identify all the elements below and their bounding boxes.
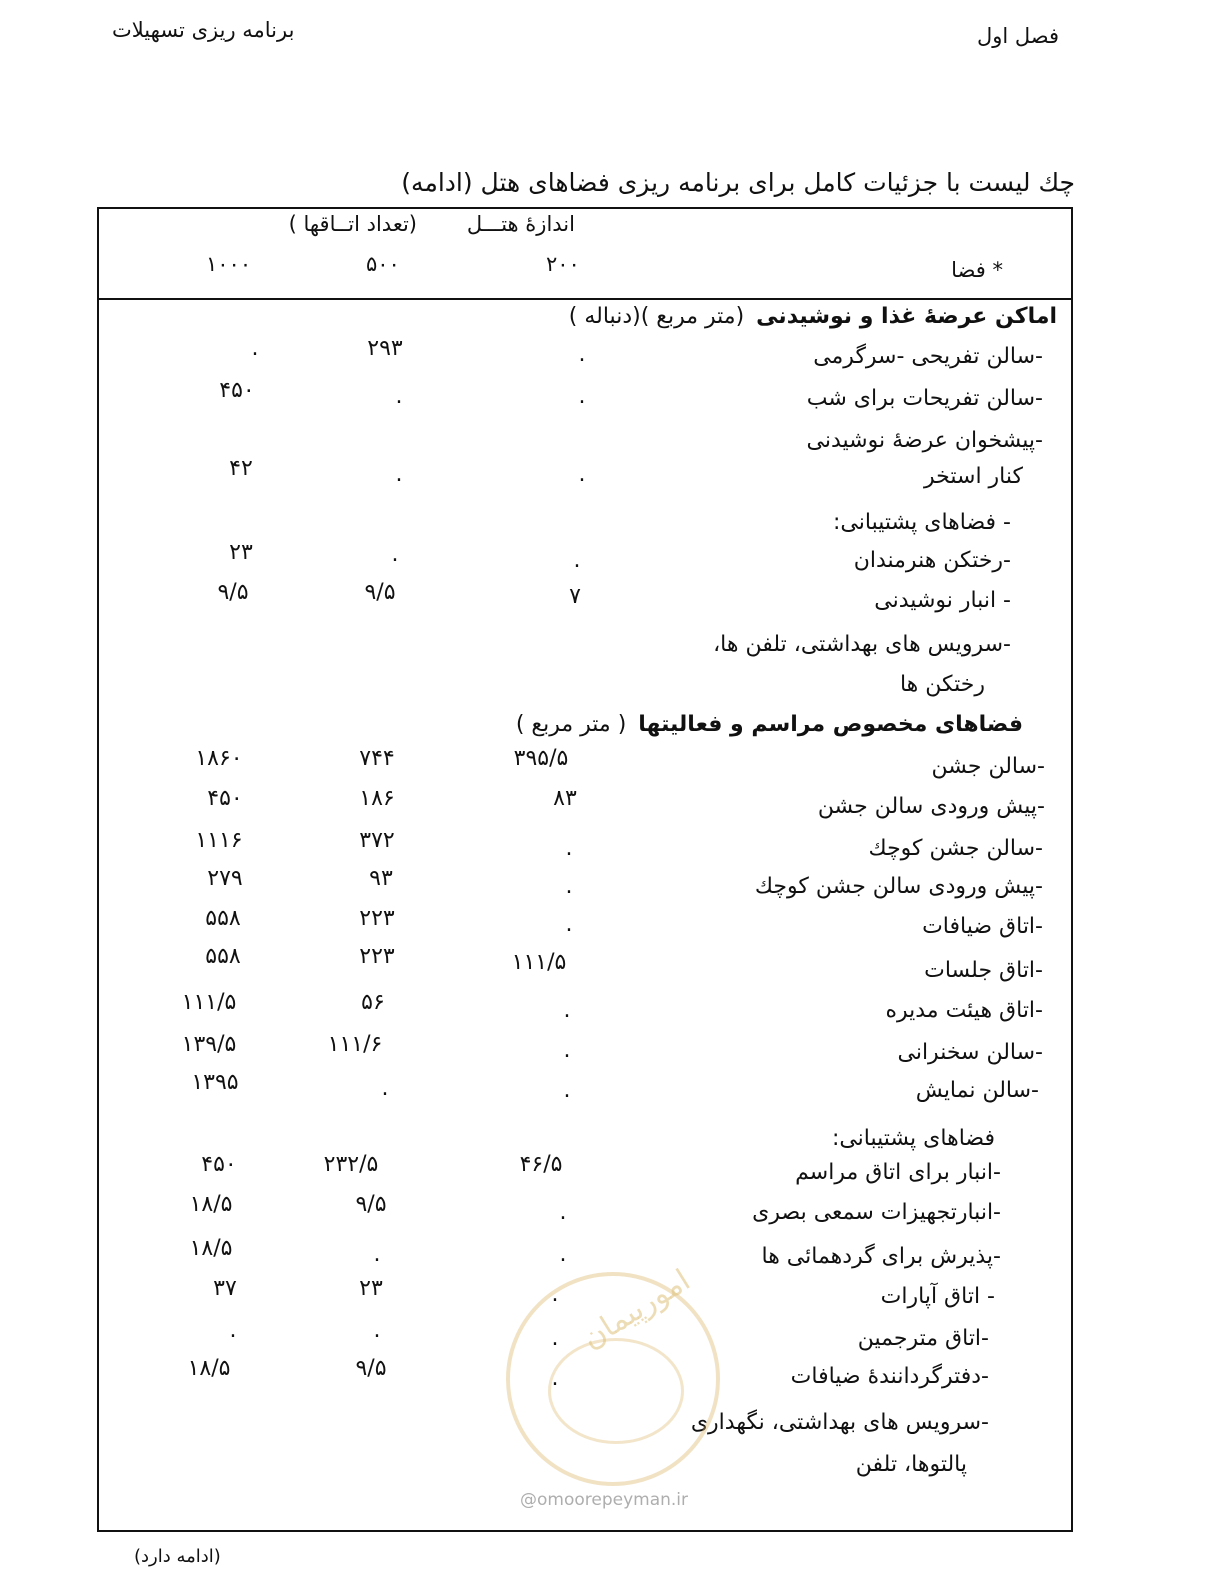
header-room-count: (تعداد اتــاقها ): [288, 212, 417, 236]
section-title: [569, 304, 1057, 329]
value-200: ۳۹۵/۵: [513, 746, 569, 771]
section-unit: (متر مربع )(دنباله ): [568, 304, 745, 329]
value-200: ۱۱۱/۵: [511, 950, 567, 975]
section-heading-events: [0, 704, 1229, 744]
row-label: -سالن تفریحی -سرگرمی: [813, 344, 1043, 369]
value-500: .: [395, 384, 403, 409]
value-500: ۲۲۳: [359, 944, 395, 969]
value-1000: ۲۳: [229, 540, 253, 565]
table-row: [0, 624, 1229, 664]
table-row: [0, 1236, 1229, 1276]
row-label: فضاهای پشتیبانی:: [831, 1126, 995, 1151]
table-row: [0, 1192, 1229, 1232]
row-label: -انبار برای اتاق مراسم: [795, 1160, 1001, 1185]
table-row: [0, 420, 1229, 460]
value-1000: ۱۳۹۵: [191, 1070, 239, 1095]
value-1000: ۱۸/۵: [189, 1236, 233, 1261]
value-200: ۴۶/۵: [519, 1152, 563, 1177]
value-200: .: [565, 874, 573, 899]
table-row: [0, 866, 1229, 906]
value-1000: ۲۷۹: [207, 866, 243, 891]
row-label: رختكن ها: [899, 672, 985, 697]
value-1000: ۱۸۶۰: [195, 746, 243, 771]
value-200: .: [559, 1242, 567, 1267]
table-row: [0, 746, 1229, 786]
running-header-book-title: برنامه ریزی تسهیلات: [112, 18, 295, 42]
row-label: - فضاهای پشتیبانی:: [833, 510, 1011, 535]
section-title-text: اماكن عرضهٔ غذا و نوشیدنی: [756, 304, 1057, 329]
value-200: ۸۳: [553, 786, 577, 811]
table-row: [0, 944, 1229, 990]
value-500: ۹/۵: [355, 1356, 387, 1381]
row-label: -پذیرش برای گردهمائی ها: [761, 1244, 1001, 1269]
value-1000: ۱۱۱۶: [195, 828, 243, 853]
value-200: .: [551, 1326, 559, 1351]
table-row: [0, 336, 1229, 376]
header-hotel-size: اندازهٔ هتـــل: [466, 212, 575, 236]
value-500: ۹/۵: [355, 1192, 387, 1217]
row-label: -سالن تفریحات برای شب: [806, 386, 1043, 411]
value-200: .: [578, 384, 586, 409]
value-1000: ۳۷: [213, 1276, 237, 1301]
row-label: -اتاق هیئت مدیره: [885, 998, 1043, 1023]
row-label: -رختكن هنرمندان: [853, 548, 1011, 573]
value-500: ۹۳: [369, 866, 393, 891]
table-row: [0, 664, 1229, 704]
row-label: -سرویس های بهداشتی، نگهداری: [690, 1410, 989, 1435]
row-label: - انبار نوشیدنی: [874, 588, 1011, 613]
row-label: -اتاق جلسات: [924, 958, 1043, 983]
table-row: [0, 786, 1229, 826]
table-row: [0, 990, 1229, 1030]
table-row: [0, 1070, 1229, 1110]
value-500: ۲۹۳: [367, 336, 403, 361]
value-500: .: [391, 542, 399, 567]
row-label: -پیش ورودی سالن جشن: [817, 794, 1045, 819]
value-1000: ۴۲: [229, 456, 253, 481]
value-200: .: [563, 1038, 571, 1063]
header-space: * فضا: [951, 258, 1003, 282]
table-row: [0, 906, 1229, 946]
table-row: [0, 1152, 1229, 1192]
value-1000: ۹/۵: [217, 580, 249, 605]
watermark-site: @omoorepeyman.ir: [520, 1490, 689, 1510]
row-label: -سالن جشن كوچك: [868, 836, 1043, 861]
value-500: .: [381, 1076, 389, 1101]
value-200: .: [563, 998, 571, 1023]
section-heading-food: [0, 296, 1229, 336]
value-500: .: [373, 1318, 381, 1343]
value-200: .: [578, 342, 586, 367]
continued-note: (ادامه دارد): [134, 1546, 221, 1567]
table-row: [0, 1032, 1229, 1072]
value-200: .: [563, 1078, 571, 1103]
header-col-1000: ۱۰۰۰: [206, 252, 252, 276]
row-label: -سالن جشن: [931, 754, 1045, 779]
section-unit: ( متر مربع ): [515, 712, 627, 737]
value-1000: .: [229, 1318, 237, 1343]
table-row: [0, 540, 1229, 580]
value-200: .: [559, 1200, 567, 1225]
value-500: ۲۳۲/۵: [323, 1152, 379, 1177]
row-label: -سالن نمایش: [915, 1078, 1039, 1103]
table-row: [0, 502, 1229, 542]
value-200: .: [565, 912, 573, 937]
value-500: .: [395, 462, 403, 487]
watermark-logo-text: امورپیمان: [575, 1262, 697, 1357]
row-label: -پیشخوان عرضهٔ نوشیدنی: [806, 428, 1043, 453]
table-row: [0, 580, 1229, 620]
value-1000: ۵۵۸: [205, 906, 241, 931]
value-1000: ۴۵۰: [219, 378, 255, 403]
value-200: .: [551, 1282, 559, 1307]
value-1000: ۴۵۰: [207, 786, 243, 811]
gear-icon: [548, 1338, 684, 1444]
row-label: -پیش ورودی سالن جشن كوچك: [754, 874, 1043, 899]
value-1000: ۱۳۹/۵: [181, 1032, 237, 1057]
table-row: [0, 828, 1229, 868]
table-row: [0, 378, 1229, 418]
row-label: - اتاق آپارات: [880, 1284, 995, 1309]
value-1000: ۵۵۸: [205, 944, 241, 969]
row-label: پالتوها، تلفن: [855, 1452, 967, 1477]
value-1000: ۱۱۱/۵: [181, 990, 237, 1015]
row-label: -اتاق مترجمین: [857, 1326, 989, 1351]
value-500: ۵۶: [361, 990, 385, 1015]
value-200: .: [578, 462, 586, 487]
running-header-chapter: فصل اول: [976, 24, 1059, 48]
section-title: [516, 712, 1023, 737]
page-title: چك لیست با جزئیات كامل برای برنامه ریزی فضاهای هتل (ادامه): [401, 168, 1075, 197]
value-500: ۹/۵: [364, 580, 396, 605]
header-col-200: ۲۰۰: [546, 252, 580, 276]
value-1000: ۴۵۰: [201, 1152, 237, 1177]
header-col-500: ۵۰۰: [366, 252, 400, 276]
value-500: ۷۴۴: [359, 746, 395, 771]
table-row: [0, 456, 1229, 496]
row-label: كنار استخر: [924, 464, 1023, 489]
section-title-text: فضاهای مخصوص مراسم و فعالیتها: [638, 712, 1023, 737]
value-1000: ۱۸/۵: [189, 1192, 233, 1217]
value-1000: ۱۸/۵: [187, 1356, 231, 1381]
value-500: ۱۸۶: [359, 786, 395, 811]
row-label: -دفترگردانندهٔ ضیافات: [790, 1364, 989, 1389]
value-500: .: [373, 1242, 381, 1267]
value-500: ۱۱۱/۶: [327, 1032, 383, 1057]
row-label: -سرویس های بهداشتی، تلفن ها،: [713, 632, 1011, 657]
row-label: -سالن سخنرانی: [897, 1040, 1043, 1065]
row-label: -اتاق ضیافات: [922, 914, 1043, 939]
value-500: ۲۲۳: [359, 906, 395, 931]
value-1000: .: [251, 336, 259, 361]
value-500: ۲۳: [359, 1276, 383, 1301]
watermark-seal: [506, 1262, 720, 1486]
value-200: .: [551, 1366, 559, 1391]
value-200: ۷: [569, 584, 581, 609]
value-500: ۳۷۲: [359, 828, 395, 853]
value-200: .: [565, 836, 573, 861]
value-200: .: [573, 548, 581, 573]
row-label: -انبارتجهیزات سمعی بصری: [752, 1200, 1001, 1225]
